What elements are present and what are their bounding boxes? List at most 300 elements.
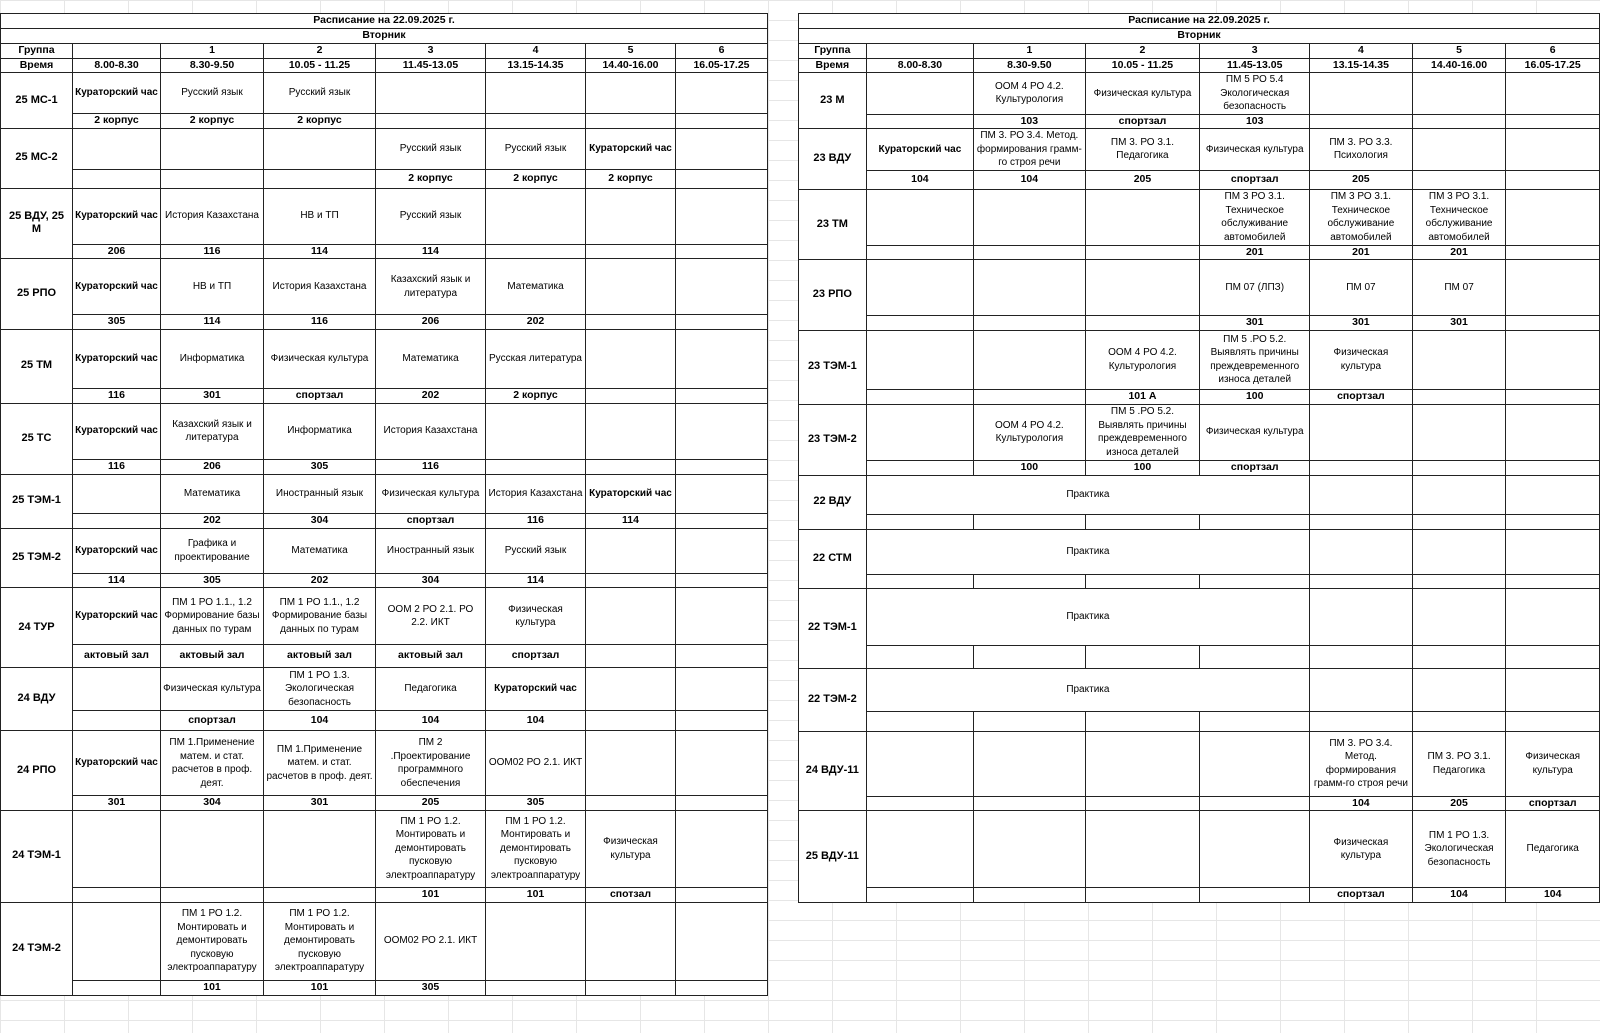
room-cell: 305 [161,573,264,588]
table-row [1,259,768,315]
room-cell [1506,389,1600,404]
lesson-cell: ПМ 3 РО 3.1. Техническое обслуживание автомобилей [1310,189,1413,245]
lesson-cell [1506,260,1600,316]
period-time: 16.05-17.25 [1506,58,1600,73]
room-cell [1506,711,1600,731]
lesson-cell [1310,588,1413,645]
period-number: 5 [586,44,676,59]
lesson-cell [73,902,161,980]
room-cell [1085,574,1200,588]
room-cell: 101 [486,887,586,902]
room-cell: спотзал [586,887,676,902]
lesson-cell [866,404,973,460]
room-cell [264,169,376,188]
period-time: 8.00-8.30 [866,58,973,73]
lesson-cell: Математика [486,259,586,315]
room-cell [586,980,676,995]
lesson-cell: ООМ02 РО 2.1. ИКТ [376,902,486,980]
period-number: 3 [1200,44,1310,59]
room-cell: 202 [376,388,486,403]
lesson-cell: НВ и ТП [161,259,264,315]
lesson-cell: Русская литература [486,329,586,388]
lesson-cell: ПМ 3. РО 3.4. Метод. формирования грамм-го строя речи [974,129,1086,171]
lesson-cell: Математика [264,528,376,573]
room-cell [161,887,264,902]
lesson-cell: Физическая культура [1506,731,1600,796]
lesson-cell [376,73,486,114]
room-cell [586,244,676,259]
room-cell: спортзал [1200,170,1310,189]
period-time: 14.40-16.00 [1412,58,1506,73]
room-cell [676,711,768,731]
group-name: 24 ВДУ-11 [799,731,867,811]
lesson-cell: ООМ 2 РО 2.1. РО 2.2. ИКТ [376,588,486,645]
curator-hour-cell: Кураторский час [866,129,973,171]
room-cell: 100 [1200,389,1310,404]
table-row-rooms [1,711,768,731]
group-name: 22 СТМ [799,529,867,588]
room-cell [73,711,161,731]
lesson-cell [1200,731,1310,796]
period-number: 4 [1310,44,1413,59]
room-cell [1412,711,1506,731]
room-cell [974,389,1086,404]
room-cell [866,711,973,731]
room-cell [676,573,768,588]
room-cell [676,980,768,995]
room-cell: 305 [486,796,586,811]
table-row [799,588,1600,645]
time-header: Время [799,58,867,73]
room-cell: 116 [376,459,486,474]
table-row-rooms [1,114,768,129]
room-cell [1085,645,1200,668]
lesson-cell: Физическая культура [1200,404,1310,460]
period-number: 1 [974,44,1086,59]
group-name: 25 ТС [1,403,73,474]
lesson-cell [1085,811,1200,888]
room-cell: 101 [264,980,376,995]
room-cell: 205 [376,796,486,811]
lesson-cell: ПМ 1.Применение матем. и стат. расчетов в проф. деят. [264,731,376,796]
room-cell [73,169,161,188]
time-header: Время [1,58,73,73]
room-cell: 201 [1200,245,1310,260]
room-cell: спортзал [264,388,376,403]
room-cell: спортзал [161,711,264,731]
room-cell [1412,389,1506,404]
room-cell [1506,316,1600,331]
lesson-cell [1412,529,1506,574]
lesson-cell [676,188,768,244]
lesson-cell [1412,73,1506,115]
lesson-cell: ПМ 07 [1310,260,1413,316]
room-cell: 116 [486,513,586,528]
lesson-cell: ПМ 1 РО 1.2. Монтировать и демонтировать пусковую электроаппаратуру [264,902,376,980]
room-cell: 305 [264,459,376,474]
room-cell [676,169,768,188]
lesson-cell: ПМ 07 (ЛПЗ) [1200,260,1310,316]
lesson-cell [1412,475,1506,514]
table-row [799,475,1600,514]
lesson-cell: Казахский язык и литература [161,403,264,459]
period-number: 6 [676,44,768,59]
table-row [1,128,768,169]
room-cell: спортзал [1506,796,1600,811]
room-cell [586,114,676,129]
room-cell: 304 [264,513,376,528]
table-row-rooms [799,888,1600,903]
period-number: 2 [264,44,376,59]
practice-label: Практика [866,668,1309,711]
practice-label: Практика [866,588,1309,645]
lesson-cell: ПМ 3. РО 3.1. Педагогика [1085,129,1200,171]
room-cell [676,315,768,330]
table-row [799,129,1600,171]
schedule-table-left [0,13,768,996]
room-cell: 2 корпус [376,169,486,188]
table-row [1,474,768,513]
room-cell [1310,574,1413,588]
lesson-cell: Русский язык [486,528,586,573]
room-cell: 305 [376,980,486,995]
lesson-cell [264,128,376,169]
room-cell: 114 [264,244,376,259]
room-cell: 116 [264,315,376,330]
table-row-rooms [799,645,1600,668]
lesson-cell [264,810,376,887]
lesson-cell [974,189,1086,245]
room-cell [1200,645,1310,668]
lesson-cell [676,474,768,513]
room-cell [161,169,264,188]
room-cell [586,388,676,403]
room-cell: 301 [264,796,376,811]
room-cell [1085,316,1200,331]
room-cell [676,887,768,902]
group-name: 22 ТЭМ-1 [799,588,867,668]
lesson-cell: Физическая культура [161,668,264,711]
room-cell [866,514,973,529]
group-name: 23 ТМ [799,189,867,260]
lesson-cell: История Казахстана [486,474,586,513]
lesson-cell: Физическая культура [586,810,676,887]
room-cell [1506,460,1600,475]
lesson-cell [1506,404,1600,460]
group-name: 23 ВДУ [799,129,867,190]
lesson-cell: Иностранный язык [376,528,486,573]
lesson-cell: ПМ 2 .Проектирование программного обеспечения [376,731,486,796]
room-cell [73,513,161,528]
lesson-cell: Физическая культура [376,474,486,513]
table-row-rooms [1,573,768,588]
period-time: 16.05-17.25 [676,58,768,73]
room-cell: 104 [264,711,376,731]
table-row [799,404,1600,460]
table-row [799,529,1600,574]
room-cell: спортзал [1310,888,1413,903]
room-cell [1200,514,1310,529]
period-time: 8.30-9.50 [974,58,1086,73]
room-cell: 202 [486,315,586,330]
room-cell [866,645,973,668]
lesson-cell [1506,588,1600,645]
period-number: 5 [1412,44,1506,59]
room-cell: 104 [1412,888,1506,903]
room-cell [974,514,1086,529]
group-name: 25 РПО [1,259,73,330]
room-cell: 116 [161,244,264,259]
table-row-rooms [1,169,768,188]
room-cell: спортзал [1200,460,1310,475]
lesson-cell [1085,260,1200,316]
room-cell [1085,796,1200,811]
room-cell [676,645,768,668]
lesson-cell: Русский язык [264,73,376,114]
room-cell [1506,170,1600,189]
lesson-cell [586,902,676,980]
table-row-rooms [1,315,768,330]
lesson-cell: История Казахстана [161,188,264,244]
room-cell: 2 корпус [264,114,376,129]
period-time: 11.45-13.05 [1200,58,1310,73]
room-cell [1506,514,1600,529]
lesson-cell: ПМ 1 РО 1.3. Экологическая безопасность [264,668,376,711]
room-cell [866,460,973,475]
room-cell: 104 [866,170,973,189]
lesson-cell: Русский язык [376,128,486,169]
room-cell [1412,645,1506,668]
lesson-cell [1310,404,1413,460]
room-cell: 114 [376,244,486,259]
group-name: 23 ТЭМ-1 [799,330,867,404]
table-row-rooms [1,244,768,259]
room-cell: 100 [1085,460,1200,475]
room-cell [486,980,586,995]
room-cell: актовый зал [264,645,376,668]
curator-hour-cell: Кураторский час [73,588,161,645]
room-cell [866,245,973,260]
curator-hour-cell: Кураторский час [73,528,161,573]
group-name: 25 ТМ [1,329,73,403]
room-cell: 201 [1412,245,1506,260]
lesson-cell [866,330,973,389]
room-cell: 116 [73,388,161,403]
room-cell: 305 [73,315,161,330]
lesson-cell: Математика [161,474,264,513]
table-row-rooms [799,245,1600,260]
room-cell: 2 корпус [486,169,586,188]
table-row [799,731,1600,796]
lesson-cell: Информатика [161,329,264,388]
lesson-cell: ПМ 1 РО 1.2. Монтировать и демонтировать пусковую электроаппаратуру [161,902,264,980]
room-cell [1310,460,1413,475]
room-cell: 202 [264,573,376,588]
table-row [1,329,768,388]
table-row-rooms [1,887,768,902]
table-row [1,403,768,459]
lesson-cell [676,731,768,796]
lesson-cell: Педагогика [376,668,486,711]
table-row-rooms [799,460,1600,475]
group-header: Группа [1,44,73,59]
table-row-rooms [1,645,768,668]
lesson-cell: ООМ 4 РО 4.2. Культурология [974,73,1086,115]
group-name: 24 ТЭМ-1 [1,810,73,902]
table-row [1,588,768,645]
lesson-cell [486,403,586,459]
room-cell [866,316,973,331]
group-name: 25 МС-2 [1,128,73,188]
lesson-cell [1310,475,1413,514]
lesson-cell: ПМ 3. РО 3.3. Психология [1310,129,1413,171]
room-cell: 301 [1310,316,1413,331]
lesson-cell [676,528,768,573]
lesson-cell [586,73,676,114]
lesson-cell: ПМ 1.Применение матем. и стат. расчетов в проф. деят. [161,731,264,796]
room-cell [1506,645,1600,668]
table-row [799,189,1600,245]
room-cell: 206 [161,459,264,474]
lesson-cell: Физическая культура [486,588,586,645]
table-row-rooms [1,980,768,995]
period-time: 14.40-16.00 [586,58,676,73]
table-row [799,330,1600,389]
group-name: 25 ТЭМ-2 [1,528,73,588]
room-cell [866,888,973,903]
room-cell [1412,170,1506,189]
room-cell: 114 [161,315,264,330]
day-of-week: Вторник [1,29,768,44]
room-cell [73,980,161,995]
group-name: 22 ВДУ [799,475,867,529]
curator-hour-cell: Кураторский час [73,73,161,114]
room-cell [486,244,586,259]
room-cell [974,245,1086,260]
lesson-cell [1310,529,1413,574]
room-cell: 116 [73,459,161,474]
room-cell: 301 [1412,316,1506,331]
lesson-cell: Физическая культура [1310,811,1413,888]
room-cell [676,244,768,259]
table-row [799,73,1600,115]
curator-hour-cell: Кураторский час [73,188,161,244]
schedule-title: Расписание на 22.09.2025 г. [1,14,768,29]
lesson-cell: ПМ 3 РО 3.1. Техническое обслуживание автомобилей [1200,189,1310,245]
lesson-cell [586,329,676,388]
lesson-cell: ПМ 3 РО 3.1. Техническое обслуживание автомобилей [1412,189,1506,245]
room-cell [866,796,973,811]
room-cell [1200,574,1310,588]
period-time: 8.30-9.50 [161,58,264,73]
room-cell: 301 [161,388,264,403]
lesson-cell [1506,189,1600,245]
room-cell [586,573,676,588]
room-cell: 301 [73,796,161,811]
lesson-cell [1506,668,1600,711]
lesson-cell: Физическая культура [1085,73,1200,115]
lesson-cell [1506,129,1600,171]
lesson-cell: Математика [376,329,486,388]
lesson-cell: ПМ 07 [1412,260,1506,316]
table-row [1,902,768,980]
room-cell [866,574,973,588]
period-number: 4 [486,44,586,59]
day-of-week: Вторник [799,29,1600,44]
room-cell: 205 [1310,170,1413,189]
lesson-cell: Физическая культура [1310,330,1413,389]
room-cell: 104 [1310,796,1413,811]
lesson-cell [1412,668,1506,711]
period-number: 2 [1085,44,1200,59]
table-row-rooms [799,574,1600,588]
room-cell: 101 А [1085,389,1200,404]
lesson-cell [486,73,586,114]
room-cell: 114 [73,573,161,588]
room-cell [974,645,1086,668]
room-cell [866,389,973,404]
room-cell [1412,114,1506,129]
room-cell [1085,711,1200,731]
room-cell [676,513,768,528]
room-cell [1412,514,1506,529]
room-cell: 2 корпус [586,169,676,188]
table-row [799,811,1600,888]
lesson-cell [1506,73,1600,115]
room-cell [676,388,768,403]
room-cell: 104 [486,711,586,731]
room-cell [1310,514,1413,529]
lesson-cell [676,128,768,169]
lesson-cell: ООМ 4 РО 4.2. Культурология [1085,330,1200,389]
table-row-rooms [799,114,1600,129]
lesson-cell [586,668,676,711]
lesson-cell [586,731,676,796]
lesson-cell [676,902,768,980]
table-row-rooms [799,514,1600,529]
lesson-cell [1310,73,1413,115]
room-cell: 114 [586,513,676,528]
room-cell [1310,711,1413,731]
lesson-cell [1412,588,1506,645]
room-cell [974,796,1086,811]
room-cell [376,114,486,129]
table-row [799,260,1600,316]
room-cell [264,887,376,902]
lesson-cell [1310,668,1413,711]
room-cell [974,888,1086,903]
room-cell: 304 [376,573,486,588]
lesson-cell [1412,129,1506,171]
lesson-cell [1506,529,1600,574]
table-row-rooms [799,711,1600,731]
table-row-rooms [799,170,1600,189]
lesson-cell [161,810,264,887]
lesson-cell: История Казахстана [264,259,376,315]
group-name: 25 ТЭМ-1 [1,474,73,528]
lesson-cell [486,902,586,980]
room-cell: 101 [161,980,264,995]
room-cell: 2 корпус [486,388,586,403]
room-cell: 206 [376,315,486,330]
lesson-cell [586,403,676,459]
lesson-cell: ПМ 5 .РО 5.2. Выявлять причины преждевременного износа деталей [1200,330,1310,389]
table-row [1,528,768,573]
lesson-cell [866,73,973,115]
schedule-title: Расписание на 22.09.2025 г. [799,14,1600,29]
lesson-cell [676,329,768,388]
room-cell [586,796,676,811]
